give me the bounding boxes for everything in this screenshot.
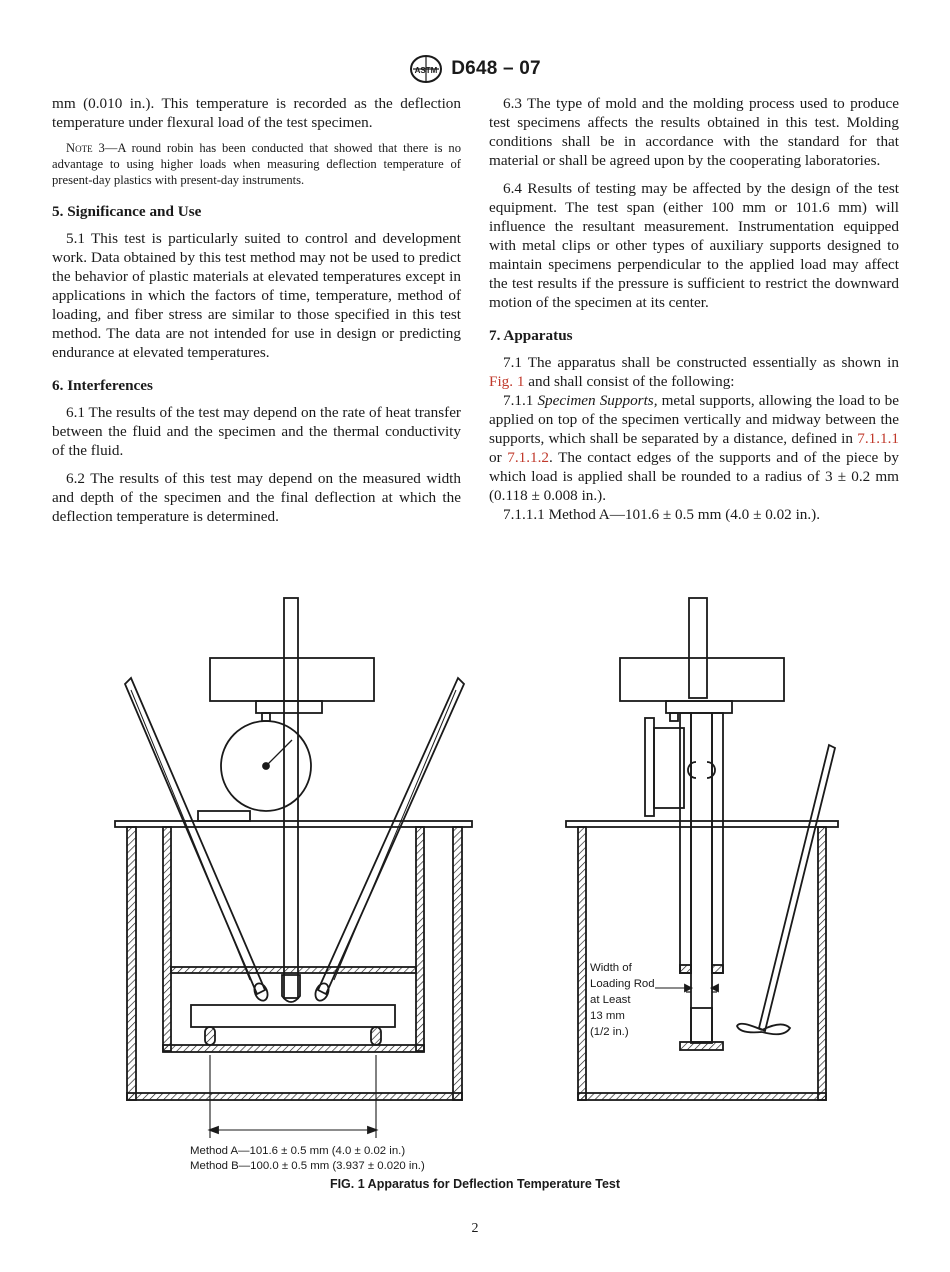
- gauge-stem: [262, 713, 270, 721]
- left-column: [52, 94, 461, 535]
- apparatus-figure: [100, 590, 870, 1175]
- outer-bath-floor: [127, 1093, 462, 1100]
- side-dial-edge-right: [707, 762, 715, 778]
- paragraph-6-2: 6.2 The results of this test may depend on the measured width and depth of the specimen and the final deflection at which the deflection temperature is determined.: [52, 470, 461, 525]
- side-gauge-stem: [670, 713, 678, 721]
- rod-label-line-5: (1/2 in.): [590, 1026, 629, 1038]
- side-shelf-right: [712, 965, 723, 973]
- weight-collar: [256, 701, 322, 713]
- paragraph-5-1: 5.1 This test is particularly suited to control and development work. Data obtained by this test method may not be used to predict the behavior of plastic materials at elevated temperatures except in applications in which the factors of time, temperature, method of loading, and fiber stress are similar to those specified in this test method. The data are not intended for use in design or predicting endurance at elevated temperatures.: [52, 230, 461, 361]
- right-column: [489, 94, 899, 533]
- document-id: D648 – 07: [451, 58, 541, 79]
- note-3-label: Note 3: [66, 141, 105, 155]
- paragraph-7-1-1-text-a: metal supports, allowing the load to be applied on top of the specimen vertically and midway between the supports, which shall be separated by a distance, defined in: [489, 392, 900, 447]
- thermometer-right-bore: [334, 690, 456, 980]
- dial-center: [263, 763, 269, 769]
- page-header: [0, 54, 950, 84]
- astm-logo-icon: [409, 54, 443, 84]
- paragraph-7-1-1-text-b: . The contact edges of the supports and of the piece by which load is applied shall be rounded to a radius of 3 ± 0.2 mm (0.118 ± 0.008 in.).: [489, 449, 899, 504]
- side-view-drawing: [566, 598, 838, 1100]
- inner-vessel-right-wall: [416, 827, 424, 1051]
- paragraph-6-1: 6.1 The results of the test may depend on the rate of heat transfer between the fluid and the specimen and the thermal conductivity of the fluid.: [52, 404, 461, 459]
- shelf: [171, 967, 416, 973]
- dial-needle: [266, 740, 292, 766]
- paragraph-7-1-1-or: or: [489, 449, 508, 466]
- outer-bath-left-wall: [127, 827, 136, 1100]
- side-bath-right-wall: [818, 827, 826, 1100]
- dimension-arrow-right: [368, 1127, 376, 1133]
- method-b-label: Method B—100.0 ± 0.5 mm (3.937 ± 0.020 in.): [190, 1160, 425, 1172]
- support-left: [205, 1027, 215, 1045]
- paragraph-7-1-1-number: 7.1.1: [503, 392, 538, 409]
- weight: [210, 658, 374, 701]
- thermometer-right: [318, 678, 464, 994]
- inner-vessel-floor: [163, 1045, 424, 1052]
- top-plate: [115, 821, 472, 827]
- side-frame-right: [712, 713, 723, 973]
- paragraph-7-1-text-a: 7.1 The apparatus shall be constructed essentially as shown in: [503, 354, 899, 371]
- method-a-label: Method A—101.6 ± 0.5 mm (4.0 ± 0.02 in.): [190, 1145, 406, 1157]
- astm-logo-text: ASTM: [414, 66, 438, 75]
- rod-label-line-2: Loading Rod: [590, 978, 655, 990]
- inner-vessel-left-wall: [163, 827, 171, 1051]
- side-bath-left-wall: [578, 827, 586, 1100]
- paragraph-continuation: mm (0.010 in.). This temperature is recorded as the deflection temperature under flexural load of the test specimen.: [52, 95, 461, 131]
- front-view-drawing: [115, 598, 472, 1138]
- section-7-heading: 7. Apparatus: [489, 327, 573, 344]
- paragraph-7-1-text-b: and shall consist of the following:: [524, 373, 735, 390]
- support-right: [371, 1027, 381, 1045]
- paragraph-6-4: 6.4 Results of testing may be affected by the design of the test equipment. The test span (either 100 mm or 101.6 mm) will influence the resultant measurement. Instrumentation equipped with metal clips or other types of auxiliary supports designed to maintain specimens perpendicular to the applied load may affect the test results if the pressure is sufficient to restrict the downward motion of the specimen at its center.: [489, 180, 899, 311]
- section-5-heading: 5. Significance and Use: [52, 203, 202, 220]
- section-7-1-1-2-link[interactable]: 7.1.1.2: [507, 449, 549, 466]
- gauge-bracket: [198, 811, 250, 821]
- side-dial-edge-left: [688, 762, 696, 778]
- rod-width-arrow-right: [712, 985, 718, 991]
- side-top-plate: [566, 821, 838, 827]
- side-specimen: [691, 1008, 712, 1042]
- paragraph-6-3: 6.3 The type of mold and the molding process used to produce test specimens affects the results obtained in this test. Molding conditions shall be in accordance with the standard for that material or shall be agreed upon by the cooperating laboratories.: [489, 95, 899, 169]
- paragraph-7-1: [489, 353, 899, 391]
- thermometer-left-bore: [131, 690, 250, 980]
- page-number: 2: [471, 1221, 479, 1236]
- side-frame-left: [680, 713, 691, 973]
- paragraph-7-1-1-1: 7.1.1.1 Method A—101.6 ± 0.5 mm (4.0 ± 0.02 in.).: [503, 506, 821, 523]
- side-gauge-face: [645, 718, 654, 816]
- stirrer-blade-left: [737, 1024, 762, 1033]
- rod-label: [590, 962, 655, 1038]
- rod-label-line-3: at Least: [590, 994, 631, 1006]
- specimen: [191, 1005, 395, 1027]
- side-weight: [620, 658, 784, 701]
- rod-label-line-1: Width of: [590, 962, 632, 974]
- side-support: [680, 1042, 723, 1050]
- specimen-supports-title: Specimen Supports,: [537, 392, 658, 409]
- rod-label-line-4: 13 mm: [590, 1010, 625, 1022]
- section-7-1-1-1-link[interactable]: 7.1.1.1: [857, 430, 899, 447]
- fig-1-link[interactable]: Fig. 1: [489, 373, 525, 390]
- method-labels: [190, 1145, 425, 1172]
- side-shelf-left: [680, 965, 691, 973]
- note-3-text: —A round robin has been conducted that showed that there is no advantage to using higher loads when measuring deflection temperature of present-day plastics with present-day instruments.: [52, 141, 461, 187]
- side-bath-floor: [578, 1093, 826, 1100]
- side-rod-upper: [689, 598, 707, 698]
- section-6-heading: 6. Interferences: [52, 377, 153, 394]
- paragraph-7-1-1: [489, 391, 899, 505]
- side-weight-collar: [666, 701, 732, 713]
- dimension-arrow-left: [210, 1127, 218, 1133]
- outer-bath-right-wall: [453, 827, 462, 1100]
- note-3: [52, 140, 461, 188]
- figure-caption: FIG. 1 Apparatus for Deflection Temperature Test: [329, 1177, 621, 1191]
- rod-width-arrow-left: [685, 985, 691, 991]
